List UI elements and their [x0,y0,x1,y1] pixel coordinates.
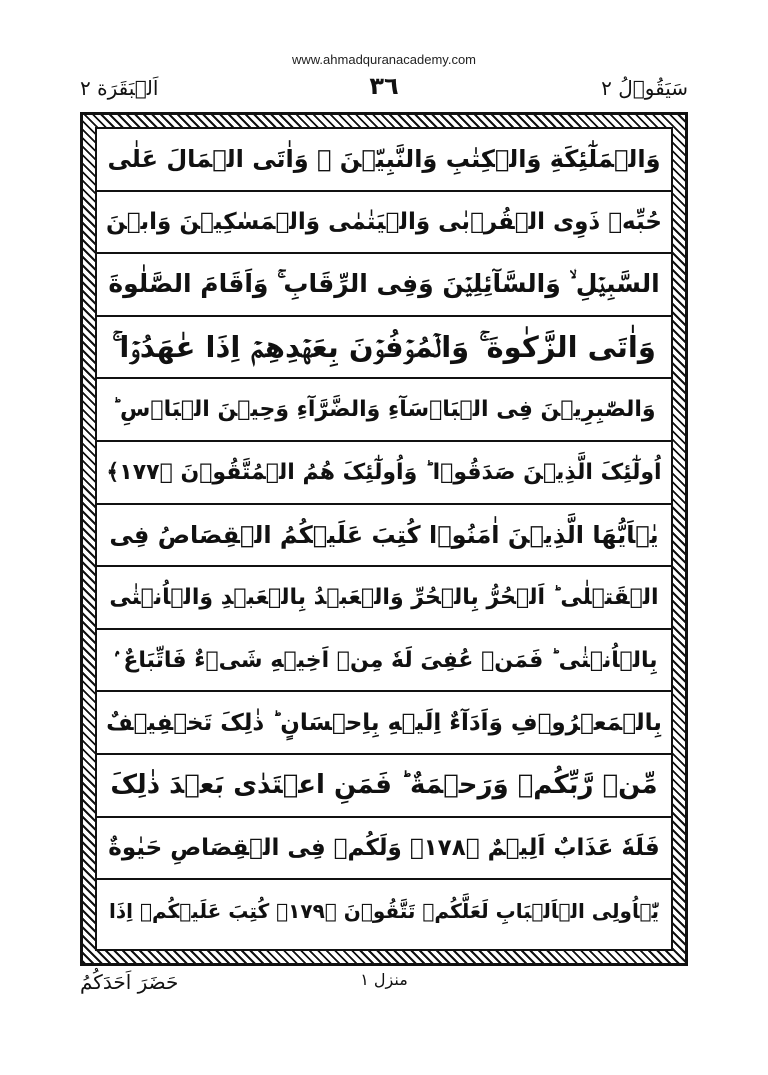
verse-lines [97,129,671,949]
verse-line: فَلَهٗ عَذَابٌ اَلِیۡمٌ ﴿۱۷۸﴾ وَلَکُمۡ فِی الۡقِصَاصِ حَیٰوةٌ [97,818,671,881]
verse-line: یٰۤاَیُّهَا الَّذِیۡنَ اٰمَنُوۡا کُتِبَ عَلَیۡکُمُ الۡقِصَاصُ فِی [97,505,671,568]
verse-line: وَاٰتَی الزَّکٰوةَ ۚ وَالۡمُوۡفُوۡنَ بِعَهۡدِهِمۡ اِذَا عٰهَدُوۡا ۚ [97,317,671,380]
page-footer [80,968,688,1002]
manzil-marker: منزل ١ [360,970,408,989]
website-url: www.ahmadquranacademy.com [291,52,476,67]
ornamental-frame [80,112,688,966]
verse-line: اُولٰٓئِکَ الَّذِیۡنَ صَدَقُوۡا ؕ وَاُولٰٓئِکَ هُمُ الۡمُتَّقُوۡنَ ﴿۱۷۷﴾ [97,442,671,505]
verse-line: یّٰۤاُولِی الۡاَلۡبَابِ لَعَلَّکُمۡ تَتَّقُوۡنَ ﴿۱۷۹﴾ کُتِبَ عَلَیۡکُمۡ اِذَا [109,899,659,924]
catchword: حَضَرَ اَحَدَکُمُ [80,970,179,994]
verse-line: حُبِّهٖ ذَوِی الۡقُرۡبٰی وَالۡیَتٰمٰی وَالۡمَسٰکِیۡنَ وَابۡنَ [97,192,671,255]
page-number: ٣٦ [369,72,399,100]
verse-line: السَّبِیۡلِ ۙ وَالسَّآئِلِیۡنَ وَفِی الرِّقَابِ ۚ وَاَقَامَ الصَّلٰوةَ [97,254,671,317]
page-header [80,72,688,106]
text-area [95,127,673,951]
verse-line: بِالۡاُنۡثٰی ؕ فَمَنۡ عُفِیَ لَهٗ مِنۡ اَخِیۡهِ شَیۡءٌ فَاتِّبَاعٌ ۢ [97,630,671,693]
juz-name: سَیَقُوۡلُ ٢ [601,76,688,100]
surah-name: اَلۡبَقَرَة ٢ [80,76,159,100]
verse-line: وَالۡمَلٰٓئِکَةِ وَالۡکِتٰبِ وَالنَّبِیّٖنَ ۚ وَاٰتَی الۡمَالَ عَلٰی [97,129,671,192]
verse-line: الۡقَتۡلٰی ؕ اَلۡحُرُّ بِالۡحُرِّ وَالۡعَبۡدُ بِالۡعَبۡدِ وَالۡاُنۡثٰی [97,567,671,630]
verse-line: بِالۡمَعۡرُوۡفِ وَاَدَآءٌ اِلَیۡهِ بِاِحۡسَانٍ ؕ ذٰلِکَ تَخۡفِیۡفٌ [97,692,671,755]
verse-line: وَالصّٰبِرِیۡنَ فِی الۡبَاۡسَآءِ وَالضَّرَّآءِ وَحِیۡنَ الۡبَاۡسِ ؕ [97,379,671,442]
verse-line: مِّنۡ رَّبِّکُمۡ وَرَحۡمَةٌ ؕ فَمَنِ اعۡتَدٰی بَعۡدَ ذٰلِکَ [97,755,671,818]
